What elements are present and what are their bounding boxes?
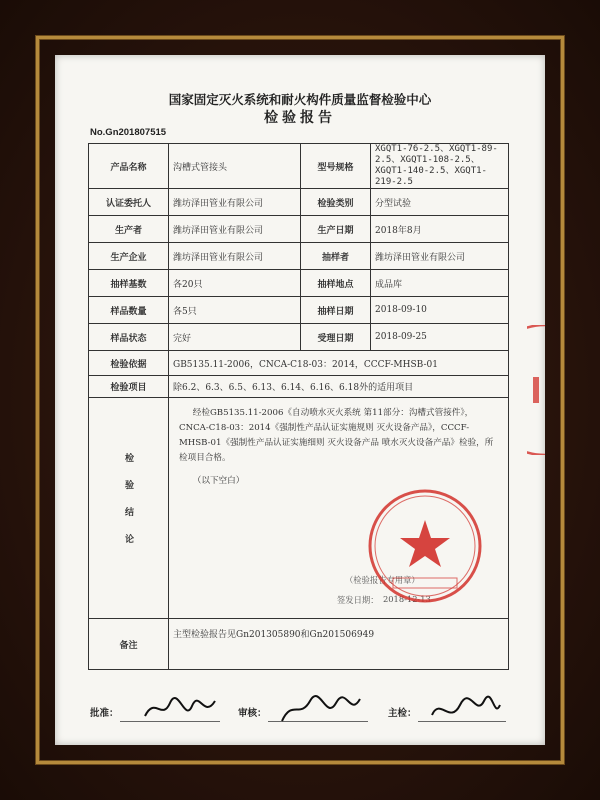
sample-state-value: 完好	[169, 324, 301, 351]
conclusion-text: 经检GB5135.11-2006《自动喷水灭火系统 第11部分：沟槽式管接件》，CNCA-C18-03：2014《强制性产品认证实施规则 灭火设备产品》，CCCF-MHSB-01《强制性产品认证实施细则 灭火设备产品 喷水灭火设备产品》检验，所检项目合格。	[179, 408, 494, 463]
client-value: 潍坊泽田管业有限公司	[169, 189, 301, 216]
sampler-label: 抽样者	[301, 243, 371, 270]
sample-state-label: 样品状态	[89, 324, 169, 351]
table-row	[89, 243, 509, 270]
sample-date-label: 抽样日期	[301, 297, 371, 324]
report-title: 检验报告	[264, 110, 336, 126]
test-type-label: 检验类别	[301, 189, 371, 216]
conclusion-label-cell	[89, 398, 169, 619]
issue-date-label: 签发日期：	[337, 595, 379, 605]
remarks-label: 备注	[89, 619, 169, 670]
issue-date: 2018-12-13	[383, 594, 431, 604]
basis-label: 检验依据	[89, 351, 169, 376]
client-label: 认证委托人	[89, 189, 169, 216]
remarks-value: 主型检验报告见Gn201305890和Gn201506949	[169, 619, 509, 670]
model-value: XGQT1-76-2.5、XGQT1-89-2.5、XGQT1-108-2.5、XGQT1-140-2.5、XGQT1-219-2.5	[371, 144, 509, 189]
items-label: 检验项目	[89, 376, 169, 398]
inspection-seal-icon	[365, 486, 485, 606]
table-row	[89, 351, 509, 376]
product-name-label: 产品名称	[89, 144, 169, 189]
sample-date-value: 2018-09-10	[371, 297, 509, 324]
table-row	[89, 144, 509, 189]
test-type-value: 分型试验	[371, 189, 509, 216]
review-label: 审核：	[238, 708, 267, 719]
producer-label: 生产者	[89, 216, 169, 243]
approve-label: 批准：	[90, 708, 119, 719]
signature-row	[88, 683, 508, 723]
sample-base-label: 抽样基数	[89, 270, 169, 297]
side-seal-edge-icon	[527, 325, 545, 455]
table-row	[89, 270, 509, 297]
table-row	[89, 216, 509, 243]
sample-base-value: 各20只	[169, 270, 301, 297]
sampler-value: 潍坊泽田管业有限公司	[371, 243, 509, 270]
table-row	[89, 619, 509, 670]
table-row	[89, 189, 509, 216]
model-label: 型号规格	[301, 144, 371, 189]
report-paper	[55, 55, 545, 745]
product-name-value: 沟槽式管接头	[169, 144, 301, 189]
conclusion-blank: （以下空白）	[192, 476, 245, 486]
institution-title: 国家固定灭火系统和耐火构件质量监督检验中心	[168, 92, 432, 107]
report-table	[88, 143, 509, 670]
review-signature-icon	[276, 691, 366, 729]
table-row	[89, 398, 509, 619]
table-row	[89, 297, 509, 324]
sample-qty-label: 样品数量	[89, 297, 169, 324]
sample-place-label: 抽样地点	[301, 270, 371, 297]
seal-note: （检验报告专用章）	[345, 575, 420, 585]
sample-qty-value: 各5只	[169, 297, 301, 324]
table-row	[89, 324, 509, 351]
sample-place-value: 成品库	[371, 270, 509, 297]
producer-value: 潍坊泽田管业有限公司	[169, 216, 301, 243]
manufacturer-value: 潍坊泽田管业有限公司	[169, 243, 301, 270]
items-value: 除6.2、6.3、6.5、6.13、6.14、6.16、6.18外的适用项目	[169, 376, 509, 398]
prod-date-label: 生产日期	[301, 216, 371, 243]
approve-signature-icon	[140, 691, 220, 729]
manufacturer-label: 生产企业	[89, 243, 169, 270]
conclusion-label: 检验结论	[123, 452, 133, 561]
accept-date-value: 2018-09-25	[371, 324, 509, 351]
basis-value: GB5135.11-2006，CNCA-C18-03：2014，CCCF-MHSB-01	[169, 351, 509, 376]
prod-date-value: 2018年8月	[371, 216, 509, 243]
report-number: No.Gn201807515	[90, 127, 167, 138]
main-inspector-signature-icon	[428, 691, 504, 729]
accept-date-label: 受理日期	[301, 324, 371, 351]
table-row	[89, 376, 509, 398]
main-inspector-label: 主检：	[388, 708, 417, 719]
conclusion-cell	[169, 398, 509, 619]
